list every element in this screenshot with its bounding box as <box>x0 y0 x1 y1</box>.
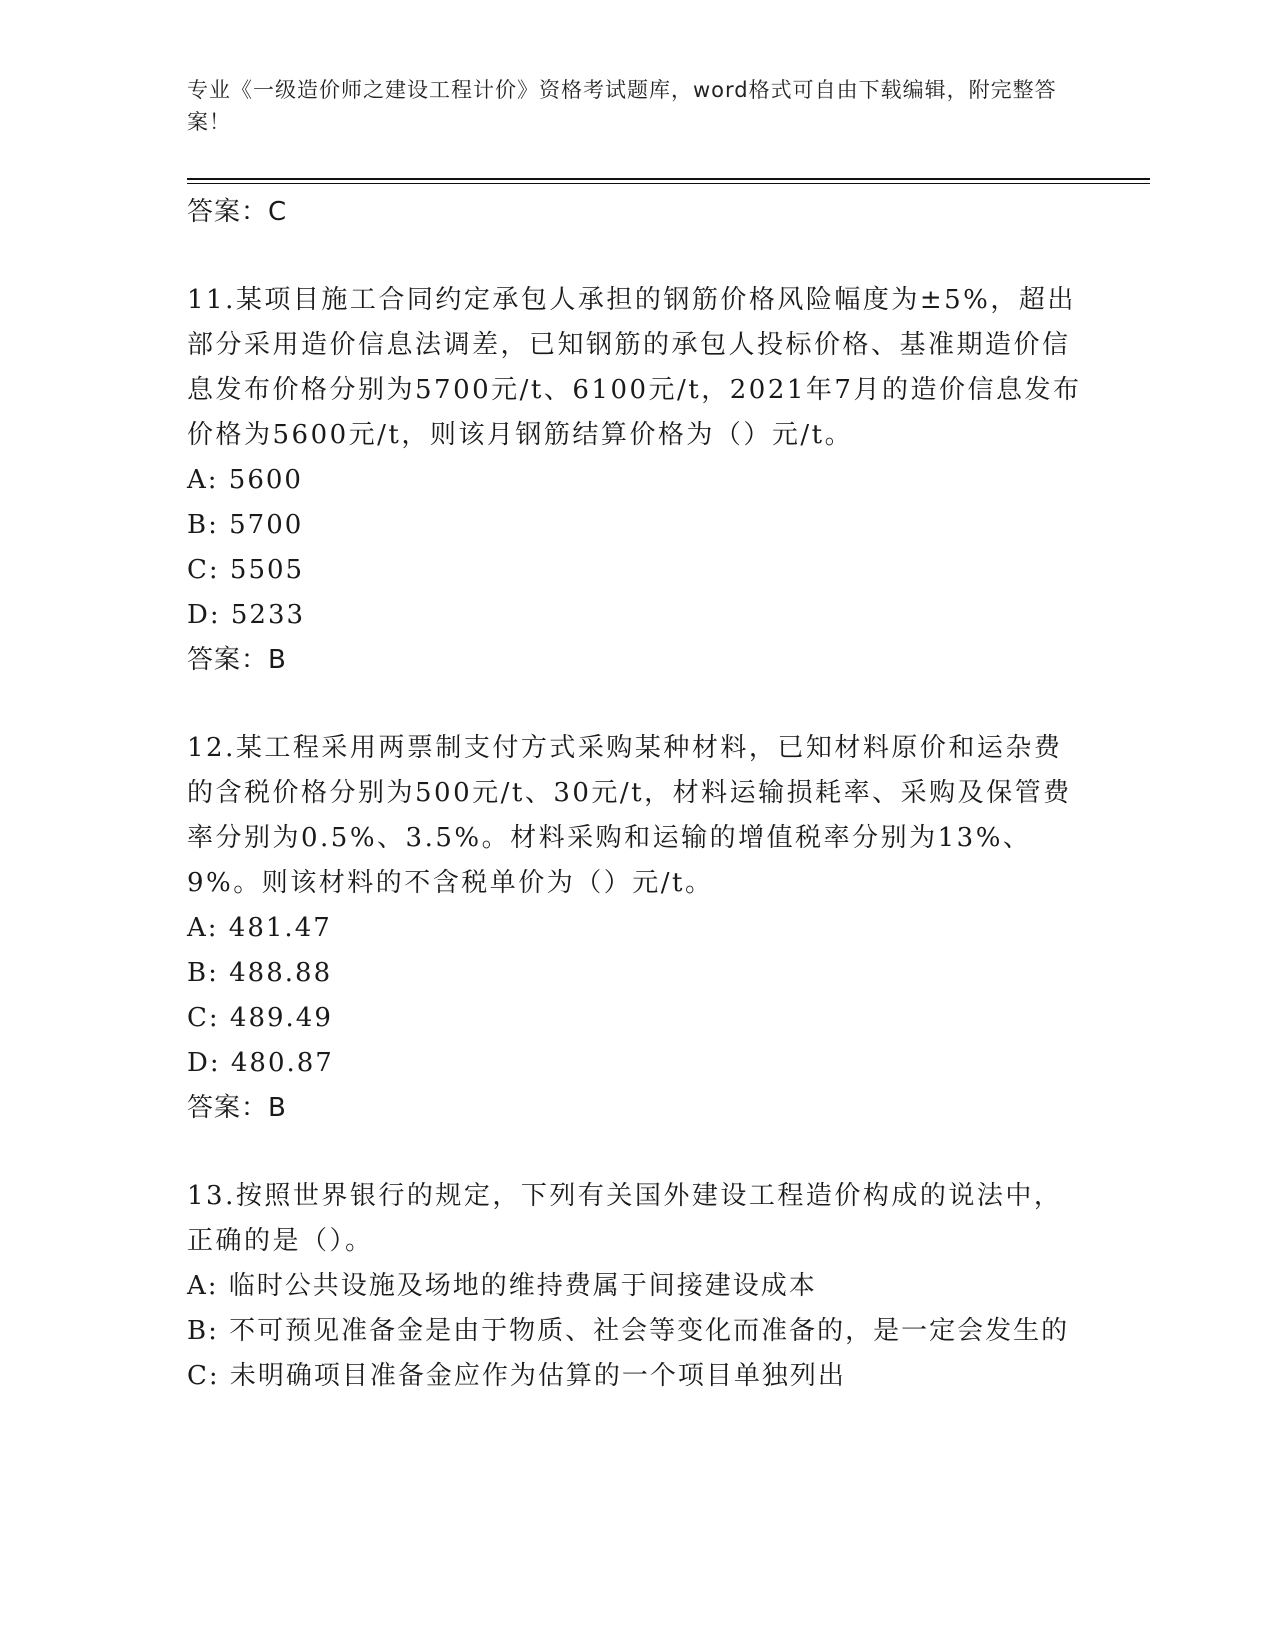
answer-line: 答案：B <box>187 1093 287 1123</box>
option-b: B: 488.88 <box>187 958 333 988</box>
option-c: C: 489.49 <box>187 1003 333 1033</box>
header-divider-thin <box>187 183 1150 184</box>
question-stem: 12.某工程采用两票制支付方式采购某种材料，已知材料原价和运杂费的含税价格分别为500元/t、30元/t，材料运输损耗率、采购及保管费率分别为0.5%、3.5%。材料采购和运输的增值税率分别为13%、9%。则该材料的不含税单价为（）元/t。 <box>187 733 1072 898</box>
option-b: B: 5700 <box>187 510 304 540</box>
question-11 <box>187 278 1087 682</box>
option-c: C: 未明确项目准备金应作为估算的一个项目单独列出 <box>187 1361 846 1391</box>
answer-line: 答案：B <box>187 645 287 675</box>
option-b: B: 不可预见准备金是由于物质、社会等变化而准备的，是一定会发生的 <box>187 1316 1070 1346</box>
option-c: C: 5505 <box>187 555 305 585</box>
option-a: A: 5600 <box>187 465 303 495</box>
question-13 <box>187 1174 1087 1399</box>
previous-answer: 答案：C <box>187 197 288 227</box>
option-d: D: 5233 <box>187 600 306 630</box>
question-stem: 11.某项目施工合同约定承包人承担的钢筋价格风险幅度为±5%，超出部分采用造价信息法调差，已知钢筋的承包人投标价格、基准期造价信息发布价格分别为5700元/t、6100元/t，2021年7月的造价信息发布价格为5600元/t，则该月钢筋结算价格为（）元/t。 <box>187 285 1082 450</box>
option-d: D: 480.87 <box>187 1048 334 1078</box>
document-body <box>187 190 1087 1399</box>
option-a: A: 临时公共设施及场地的维持费属于间接建设成本 <box>187 1271 817 1301</box>
page-header: 专业《一级造价师之建设工程计价》资格考试题库，word格式可自由下载编辑，附完整答案！ <box>187 78 1057 134</box>
header-divider-thick <box>187 178 1150 180</box>
question-stem: 13.按照世界银行的规定，下列有关国外建设工程造价构成的说法中，正确的是（）。 <box>187 1181 1063 1256</box>
option-a: A: 481.47 <box>187 913 332 943</box>
question-12 <box>187 726 1087 1130</box>
